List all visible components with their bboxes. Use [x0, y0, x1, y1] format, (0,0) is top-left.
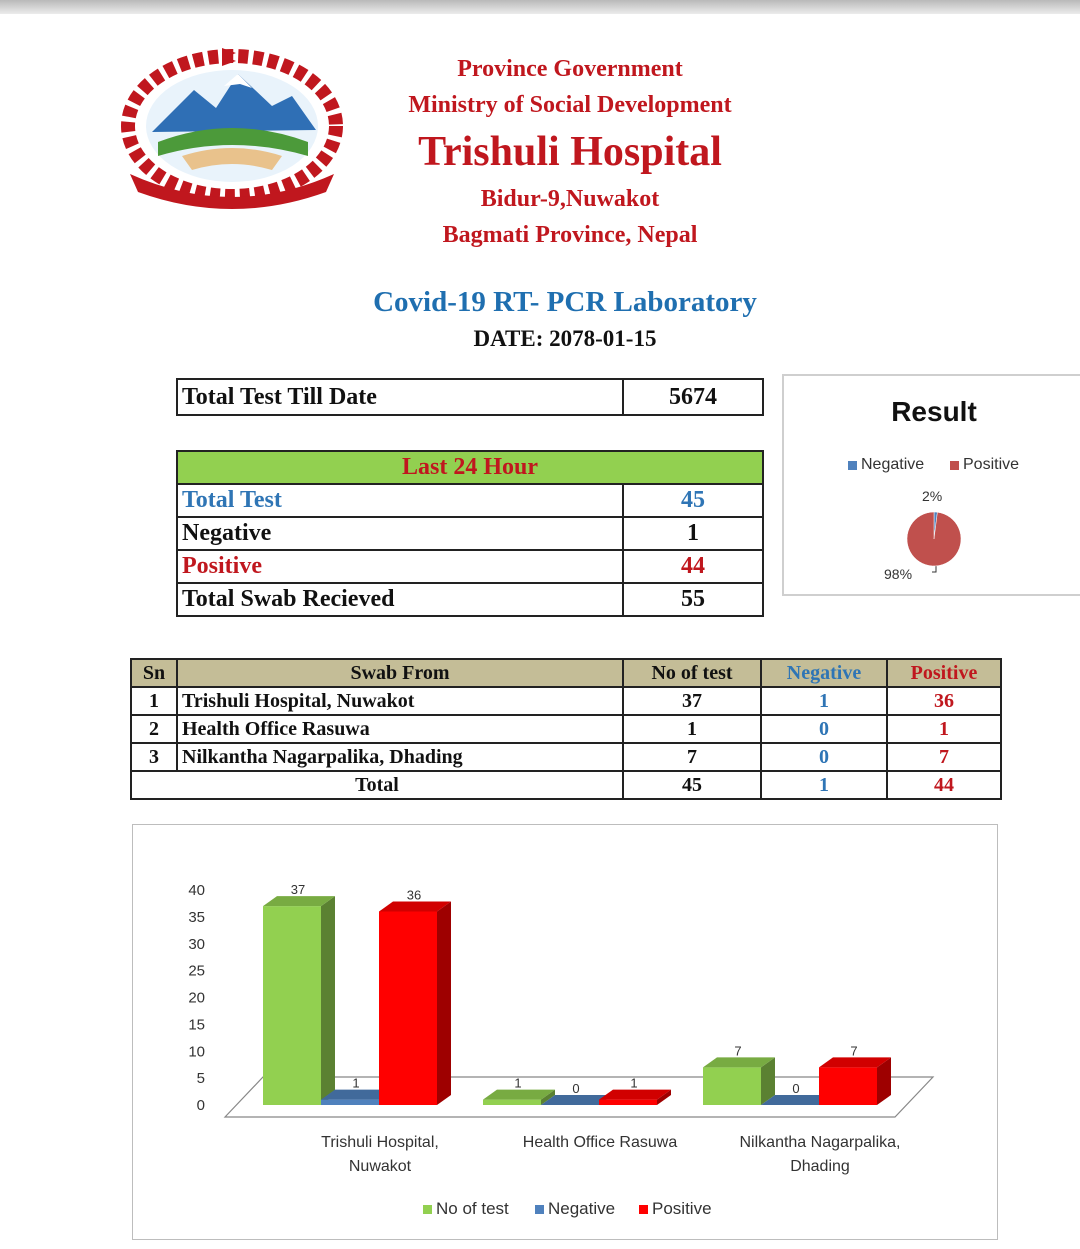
legend-swatch-tests [423, 1205, 432, 1214]
bar-data-label: 1 [630, 1075, 638, 1091]
table-row [177, 484, 763, 517]
x-category-label: Health Office Rasuwa [522, 1134, 678, 1151]
cell-negative: 1 [761, 687, 887, 715]
swab-source-table [130, 658, 1002, 800]
table-row [131, 743, 1001, 771]
last-24-hour-title: Last 24 Hour [177, 451, 763, 484]
bar-legend-negative-label: Negative [548, 1199, 616, 1218]
x-category-label: Dhading [790, 1158, 850, 1175]
header-province: Province Government [457, 56, 683, 82]
table-row [131, 715, 1001, 743]
negative-label: Negative [177, 517, 623, 550]
bar-side-face [437, 902, 451, 1106]
pie-legend-negative-label: Negative [861, 456, 925, 473]
total-test-label: Total Test [177, 484, 623, 517]
pie-label-positive: 98% [884, 566, 913, 582]
last-24-hour-table [176, 450, 764, 617]
bar-chart-svg [133, 825, 997, 1239]
col-header-negative: Negative [761, 659, 887, 687]
y-tick-label: 0 [196, 1097, 205, 1114]
y-tick-label: 10 [188, 1043, 205, 1061]
legend-swatch-negative [535, 1205, 544, 1214]
bar-positive [599, 1100, 657, 1105]
cell-no-of-test: 37 [623, 687, 761, 715]
total-till-date-label: Total Test Till Date [177, 379, 623, 415]
col-header-swab-from: Swab From [177, 659, 623, 687]
bar-legend-tests-label: No of test [436, 1199, 509, 1218]
table-row [177, 550, 763, 583]
total-till-date-value: 5674 [623, 379, 763, 415]
bar-no-of-test [483, 1100, 541, 1105]
bar-data-label: 37 [290, 882, 306, 898]
total-till-date-table [176, 378, 764, 416]
table-row [177, 517, 763, 550]
header-hospital-name: Trishuli Hospital [418, 129, 722, 175]
result-pie-chart [782, 374, 1080, 596]
bar-positive [379, 912, 437, 1106]
header-ministry: Ministry of Social Development [408, 92, 732, 118]
pie-label-negative: 2% [922, 488, 943, 504]
bar-data-label: 7 [734, 1043, 742, 1059]
swab-bar-chart [132, 824, 998, 1240]
pie-slice-positive [907, 512, 961, 566]
header-address: Bidur-9,Nuwakot [480, 186, 660, 212]
negative-value: 1 [623, 517, 763, 550]
cell-sn: 3 [131, 743, 177, 771]
legend-swatch-positive [639, 1205, 648, 1214]
cell-positive: 36 [887, 687, 1001, 715]
table-header-row [131, 659, 1001, 687]
bar-data-label: 1 [352, 1075, 360, 1091]
bar-no-of-test [703, 1067, 761, 1105]
cell-swab-from: Trishuli Hospital, Nuwakot [177, 687, 623, 715]
x-category-label: Trishuli Hospital, [321, 1134, 439, 1151]
table-row [177, 583, 763, 616]
x-category-label: Nilkantha Nagarpalika, [739, 1134, 901, 1151]
table-row [131, 687, 1001, 715]
y-tick-label: 40 [188, 882, 205, 899]
cell-negative: 0 [761, 715, 887, 743]
pie-title: Result [891, 396, 977, 427]
y-tick-label: 15 [188, 1016, 205, 1034]
y-tick-label: 25 [188, 962, 205, 980]
y-tick-label: 20 [188, 989, 205, 1007]
cell-total-positive: 44 [887, 771, 1001, 799]
cell-sn: 2 [131, 715, 177, 743]
x-category-label: Nuwakot [348, 1158, 412, 1175]
nepal-emblem-icon [112, 44, 352, 214]
bar-legend-tests [423, 1199, 509, 1219]
bar-data-label: 0 [792, 1081, 800, 1096]
bar-legend-negative [535, 1199, 615, 1219]
bar-data-label: 0 [572, 1081, 580, 1096]
report-date: DATE: 2078-01-15 [473, 326, 657, 351]
bar-legend-positive-label: Positive [652, 1199, 712, 1218]
positive-label: Positive [177, 550, 623, 583]
cell-no-of-test: 7 [623, 743, 761, 771]
cell-swab-from: Nilkantha Nagarpalika, Dhading [177, 743, 623, 771]
cell-swab-from: Health Office Rasuwa [177, 715, 623, 743]
cell-negative: 0 [761, 743, 887, 771]
total-swab-value: 55 [623, 583, 763, 616]
y-tick-label: 35 [188, 908, 205, 926]
table-row [177, 379, 763, 415]
cell-positive: 1 [887, 715, 1001, 743]
total-test-value: 45 [623, 484, 763, 517]
bar-data-label: 36 [406, 887, 422, 903]
pie-legend-positive-label: Positive [963, 456, 1020, 473]
cell-total-tests: 45 [623, 771, 761, 799]
pie-svg [784, 376, 1080, 594]
bar-side-face [321, 896, 335, 1105]
header-province-name: Bagmati Province, Nepal [442, 222, 698, 248]
y-tick-label: 30 [188, 935, 205, 953]
bar-data-label: 7 [850, 1043, 858, 1059]
total-swab-label: Total Swab Recieved [177, 583, 623, 616]
bar-positive [819, 1067, 877, 1105]
cell-positive: 7 [887, 743, 1001, 771]
top-shadow-bar [0, 0, 1080, 14]
col-header-no-of-test: No of test [623, 659, 761, 687]
positive-value: 44 [623, 550, 763, 583]
cell-total-label: Total [131, 771, 623, 799]
table-header-row [177, 451, 763, 484]
bar-legend-positive [639, 1199, 712, 1219]
cell-sn: 1 [131, 687, 177, 715]
col-header-sn: Sn [131, 659, 177, 687]
cell-total-negative: 1 [761, 771, 887, 799]
table-total-row [131, 771, 1001, 799]
col-header-positive: Positive [887, 659, 1001, 687]
lab-title: Covid-19 RT- PCR Laboratory [373, 286, 757, 318]
cell-no-of-test: 1 [623, 715, 761, 743]
y-tick-label: 5 [196, 1070, 205, 1088]
bar-negative [321, 1100, 379, 1105]
bar-no-of-test [263, 906, 321, 1105]
bar-data-label: 1 [514, 1075, 522, 1091]
